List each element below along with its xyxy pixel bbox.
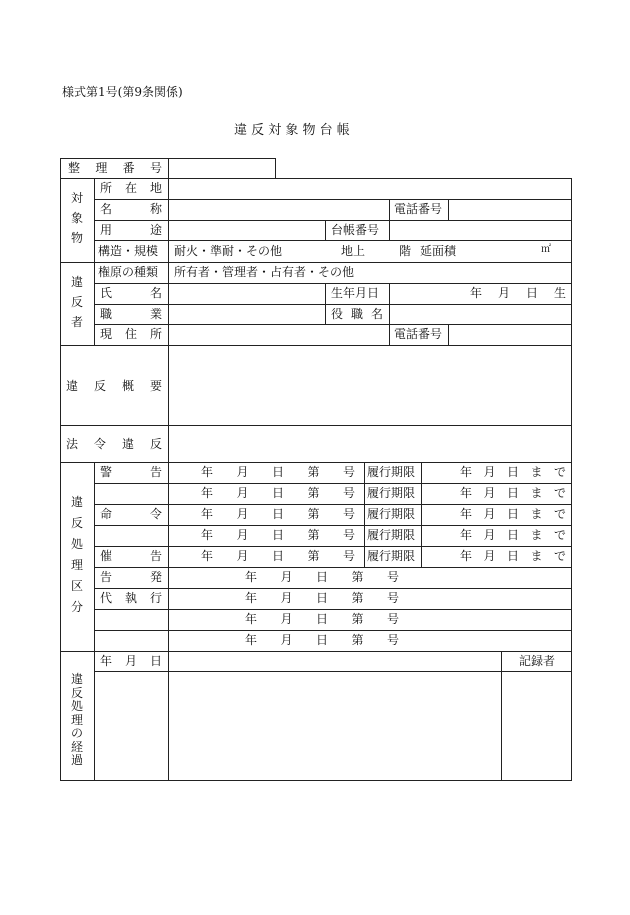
rule <box>448 199 449 220</box>
label-seinengappi: 生年月日 <box>331 286 380 300</box>
date-until: 年 月 日 ま で <box>460 465 566 479</box>
label-rikou-kigen: 履行期限 <box>367 465 416 479</box>
date-until: 年 月 日 ま で <box>460 486 566 500</box>
rule <box>94 220 572 221</box>
rule <box>94 525 572 526</box>
label-kengen-shurui: 権原の種類 <box>98 265 159 279</box>
rule <box>389 199 390 220</box>
label-kozo-kibo: 構造・規模 <box>98 244 159 258</box>
label-rikou-kigen: 履行期限 <box>367 528 416 542</box>
rule <box>94 304 572 305</box>
date-number: 年 月 日 第 号 <box>245 612 399 626</box>
label-horei-ihan: 法 令 違 反 <box>66 437 162 451</box>
date-until: 年 月 日 ま で <box>460 528 566 542</box>
label-shozaichi: 所 在 地 <box>100 181 162 195</box>
rule <box>60 651 572 652</box>
rule <box>448 324 449 345</box>
label-kai: 階 <box>399 244 412 258</box>
kozo-options: 耐火・準耐・その他 <box>174 244 283 258</box>
date-number: 年 月 日 第 号 <box>201 486 355 500</box>
rule <box>60 425 572 426</box>
form-number: 様式第1号(第9条関係) <box>62 85 183 99</box>
label-nobe-menseki: 延面積 <box>420 244 457 258</box>
rule <box>94 462 95 781</box>
label-denwa-bango-2: 電話番号 <box>394 327 443 341</box>
label-shimei: 氏 名 <box>100 286 162 300</box>
label-meisho: 名 称 <box>100 202 162 216</box>
label-daicho-bango: 台帳番号 <box>331 223 380 237</box>
date-number: 年 月 日 第 号 <box>201 549 355 563</box>
date-number: 年 月 日 第 号 <box>245 591 399 605</box>
form-title: 違 反 対 象 物 台 帳 <box>234 123 350 138</box>
rule <box>94 567 572 568</box>
label-kokuhatsu: 告 発 <box>100 570 162 584</box>
date-number: 年 月 日 第 号 <box>245 570 399 584</box>
rule <box>168 345 169 462</box>
rule <box>325 283 326 324</box>
rule <box>94 199 572 200</box>
rule <box>364 462 365 567</box>
menseki-unit: ㎡ <box>541 244 551 255</box>
label-nengappi: 年 月 日 <box>100 654 162 668</box>
label-ihan-gaiyo: 違 反 概 要 <box>66 379 162 393</box>
date-birth: 年 月 日 生 <box>470 286 566 300</box>
rule <box>325 220 326 240</box>
rule <box>421 462 422 567</box>
rule <box>94 630 572 631</box>
label-shokugyo: 職 業 <box>100 307 162 321</box>
rule <box>168 462 169 781</box>
rule <box>389 324 390 345</box>
rule <box>60 262 572 263</box>
rule <box>60 780 572 781</box>
rule <box>94 588 572 589</box>
rule <box>571 178 572 781</box>
rule <box>94 504 572 505</box>
rule <box>94 283 572 284</box>
label-ihansha: 違反者 <box>70 275 83 329</box>
date-number: 年 月 日 第 号 <box>201 465 355 479</box>
rule <box>389 220 390 240</box>
label-yakushokumei: 役 職 名 <box>331 307 383 321</box>
kengen-options: 所有者・管理者・占有者・その他 <box>174 265 355 279</box>
date-until: 年 月 日 ま で <box>460 549 566 563</box>
rule <box>94 324 572 325</box>
label-kirokusha: 記録者 <box>519 654 556 668</box>
date-number: 年 月 日 第 号 <box>201 507 355 521</box>
rule <box>60 178 572 179</box>
label-denwa-bango: 電話番号 <box>394 202 443 216</box>
rule <box>94 240 572 241</box>
rule <box>94 546 572 547</box>
label-meirei: 命 令 <box>100 507 162 521</box>
label-keika: 違反処理の経過 <box>70 672 83 767</box>
rule <box>60 462 572 463</box>
label-daishikko: 代 執 行 <box>100 591 162 605</box>
label-saikoku: 催 告 <box>100 549 162 563</box>
date-number: 年 月 日 第 号 <box>245 633 399 647</box>
rule <box>168 158 169 345</box>
rule <box>389 283 390 324</box>
label-rikou-kigen: 履行期限 <box>367 507 416 521</box>
rule <box>501 651 502 781</box>
rule <box>94 483 572 484</box>
rule <box>60 158 61 781</box>
label-keikoku: 警 告 <box>100 465 162 479</box>
label-taishobutsu: 対象物 <box>70 191 83 245</box>
label-seiri-bango: 整 理 番 号 <box>68 161 162 175</box>
rule <box>60 345 572 346</box>
date-until: 年 月 日 ま で <box>460 507 566 521</box>
rule <box>94 609 572 610</box>
rule <box>275 158 276 178</box>
label-chijo: 地上 <box>341 244 366 258</box>
label-rikou-kigen: 履行期限 <box>367 486 416 500</box>
label-genjusho: 現 住 所 <box>100 327 162 341</box>
label-rikou-kigen: 履行期限 <box>367 549 416 563</box>
date-number: 年 月 日 第 号 <box>201 528 355 542</box>
label-yoto: 用 途 <box>100 223 162 237</box>
rule <box>94 178 95 345</box>
label-ihan-shori-kubun: 違反処理区分 <box>70 495 83 614</box>
